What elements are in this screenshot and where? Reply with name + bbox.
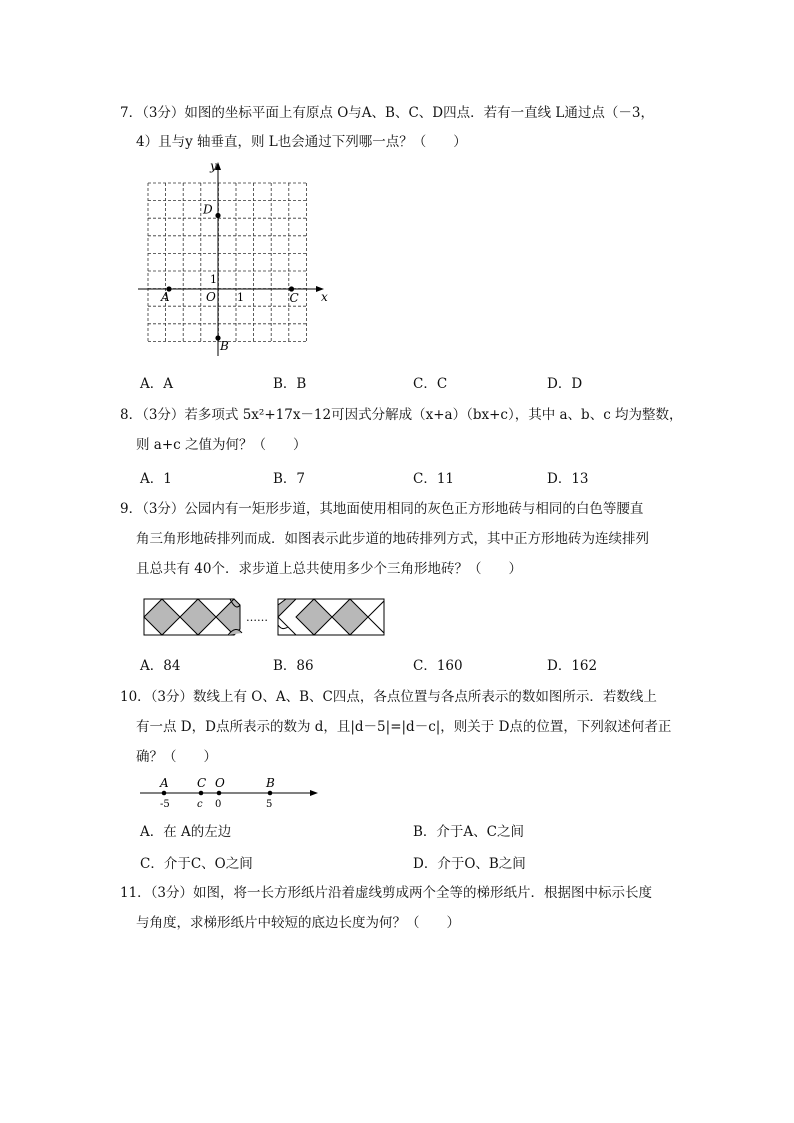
numberline-name-c: C bbox=[197, 776, 207, 790]
y-axis-label: y bbox=[210, 159, 217, 173]
numberline-point-o bbox=[217, 791, 222, 796]
q9-stem-line2: 角三角形地砖排列而成．如图表示此步道的地砖排列方式，其中正方形地砖为连续排列 bbox=[136, 531, 649, 547]
q9-option-d[interactable]: D．162 bbox=[547, 658, 598, 674]
numberline-name-o: O bbox=[215, 776, 225, 790]
numberline-value-a: -5 bbox=[160, 799, 170, 810]
q8-option-c[interactable]: C．11 bbox=[413, 471, 455, 487]
tile-segment-right bbox=[278, 599, 384, 635]
q10-number-line bbox=[138, 776, 328, 816]
q8-stem-line2: 则 a+c 之值为何？（ ） bbox=[136, 437, 307, 453]
q10-stem-line1: 10．（3分）数线上有 O、A、B、C四点，各点位置与各点所表示的数如图所示．若数线上 bbox=[120, 689, 657, 705]
q9-option-a[interactable]: A．84 bbox=[140, 658, 181, 674]
x-axis-label: x bbox=[321, 290, 328, 304]
q9-option-c[interactable]: C．160 bbox=[413, 658, 463, 674]
numberline-value-c: c bbox=[197, 799, 203, 810]
q10-option-c[interactable]: C．介于C、O之间 bbox=[140, 856, 253, 872]
q7-stem-line2: 4）且与y 轴垂直，则 L也会通过下列哪一点？（ ） bbox=[136, 134, 467, 150]
q10-stem-line3: 确？（ ） bbox=[136, 749, 217, 765]
q8-option-d[interactable]: D．13 bbox=[547, 471, 589, 487]
numberline-point-b bbox=[268, 791, 273, 796]
q7-option-d[interactable]: D．D bbox=[547, 376, 583, 392]
q8-stem-line1: 8．（3分）若多项式 5x²+17x－12可因式分解成（x+a）（bx+c），其中 a、b、c 均为整数， bbox=[120, 407, 683, 423]
q9-tile-figure bbox=[140, 597, 390, 637]
q11-stem-line2: 与角度，求梯形纸片中较短的底边长度为何？（ ） bbox=[136, 915, 460, 931]
numberline-value-b: 5 bbox=[266, 799, 273, 810]
q10-option-a[interactable]: A．在 A的左边 bbox=[140, 824, 232, 840]
numberline-point-a bbox=[162, 791, 167, 796]
numberline-value-o: 0 bbox=[215, 799, 222, 810]
q7-stem-line1: 7．（3分）如图的坐标平面上有原点 O与A、B、C、D四点．若有一直线 L通过点（－3， bbox=[120, 105, 654, 121]
q8-option-b[interactable]: B．7 bbox=[273, 471, 306, 487]
tile-segment-left bbox=[144, 599, 242, 635]
q9-stem-line1: 9．（3分）公园内有一矩形步道，其地面使用相同的灰色正方形地砖与相同的白色等腰直 bbox=[120, 501, 644, 517]
q10-option-b[interactable]: B．介于A、C之间 bbox=[413, 824, 524, 840]
q11-stem-line1: 11．（3分）如图，将一长方形纸片沿着虚线剪成两个全等的梯形纸片．根据图中标示长度 bbox=[120, 885, 653, 901]
q9-option-b[interactable]: B．86 bbox=[273, 658, 314, 674]
tile-ellipsis: …… bbox=[246, 611, 268, 624]
q7-coordinate-figure bbox=[130, 158, 330, 358]
number-line-arrow bbox=[310, 790, 318, 796]
point-label-d: D bbox=[203, 202, 213, 217]
x-unit-label: 1 bbox=[237, 291, 244, 304]
q10-option-d[interactable]: D．介于O、B之间 bbox=[413, 856, 526, 872]
point-label-a: A bbox=[161, 290, 170, 304]
q7-option-b[interactable]: B．B bbox=[273, 376, 307, 392]
q10-stem-line2: 有一点 D，D点所表示的数为 d，且|d－5|=|d－c|，则关于 D点的位置，下列叙述何者正 bbox=[136, 719, 672, 735]
numberline-point-c bbox=[199, 791, 204, 796]
numberline-name-a: A bbox=[160, 776, 169, 790]
origin-label: O bbox=[206, 290, 216, 304]
point-d bbox=[215, 213, 220, 218]
numberline-name-b: B bbox=[266, 776, 275, 790]
q7-option-a[interactable]: A．A bbox=[140, 376, 173, 392]
q9-stem-line3: 且总共有 40个．求步道上总共使用多少个三角形地砖？（ ） bbox=[136, 561, 522, 577]
q8-option-a[interactable]: A．1 bbox=[140, 471, 172, 487]
y-unit-label: 1 bbox=[210, 273, 217, 286]
point-label-c: C bbox=[289, 291, 299, 305]
q7-option-c[interactable]: C．C bbox=[413, 376, 448, 392]
point-label-b: B bbox=[220, 339, 229, 353]
